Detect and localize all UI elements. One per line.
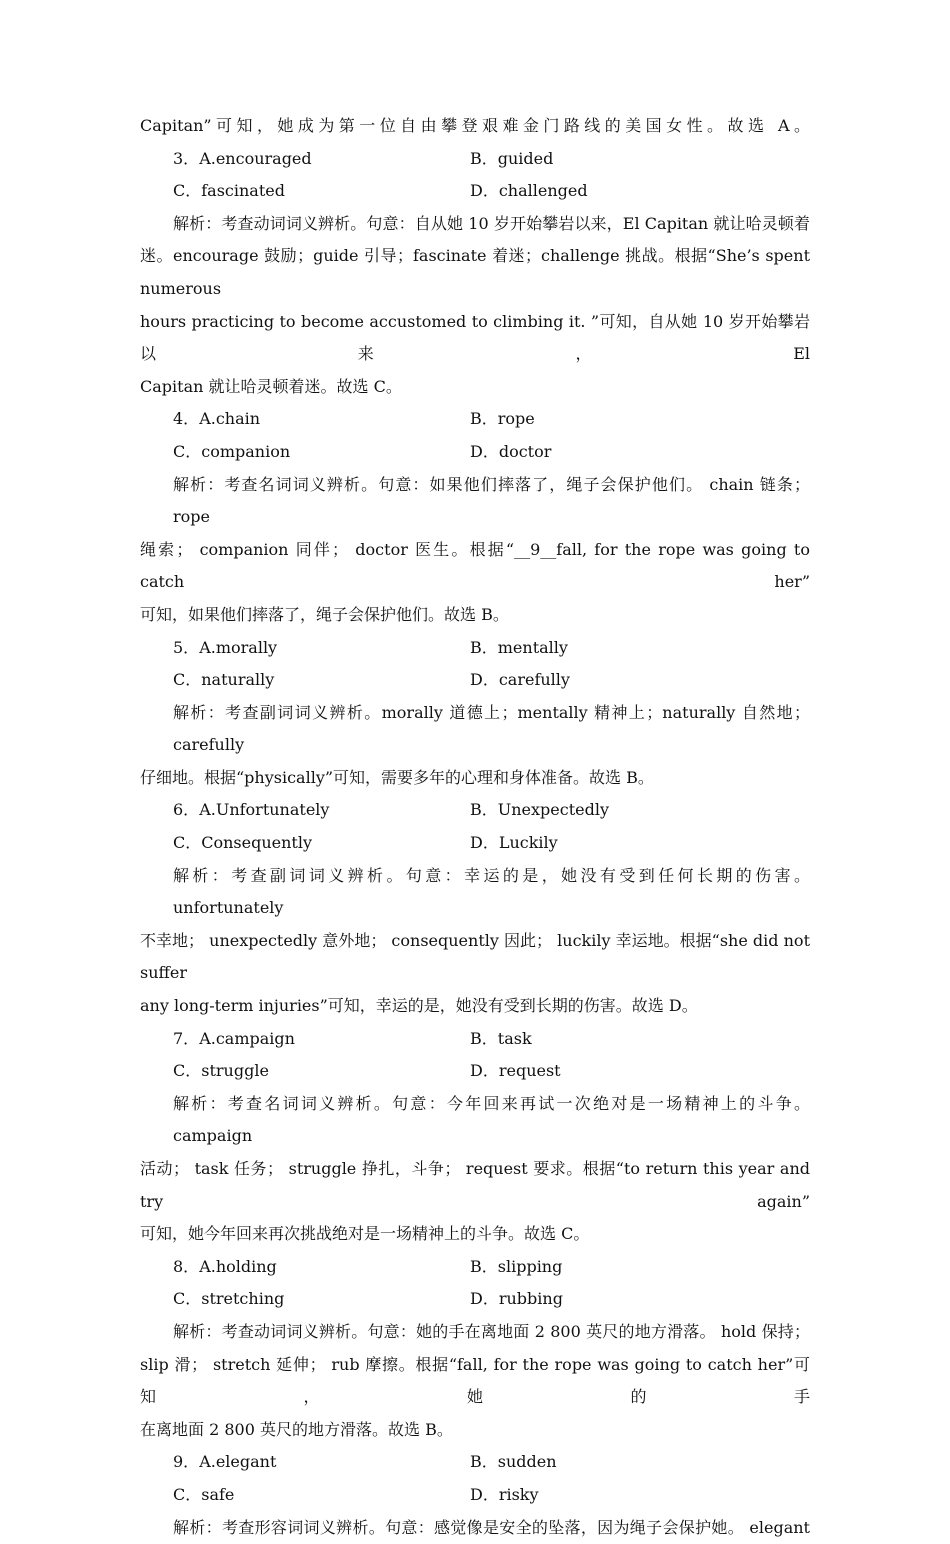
options-row-1 (140, 794, 810, 827)
explanation-line (140, 1512, 810, 1544)
answer-key-page (140, 110, 810, 1544)
question-block (140, 794, 810, 1022)
question-block (140, 1023, 810, 1251)
option-b: B．rope (470, 409, 535, 429)
explanation-line (140, 1349, 810, 1414)
option-a (173, 1023, 295, 1056)
option-d: D．doctor (470, 441, 552, 461)
option-a-text: A.encouraged (199, 148, 312, 168)
options-row-2 (140, 664, 810, 697)
analysis-label: 解析： (173, 702, 226, 722)
option-a-text: A.campaign (199, 1028, 295, 1048)
options-row-1 (140, 1023, 810, 1056)
option-a (173, 632, 277, 665)
explanation-text: 在离地面 2 800 英尺的地方滑落。故选 B。 (140, 1419, 453, 1439)
explanation-line (140, 371, 810, 404)
option-a (173, 1251, 277, 1284)
explanation-line (140, 469, 810, 534)
explanation-line (140, 1414, 810, 1447)
explanation-text: 仔细地。根据“physically”可知，需要多年的心理和身体准备。故选 B。 (140, 767, 654, 787)
explanation-line (140, 1088, 810, 1153)
explanation-text: 绳索； companion 同伴； doctor 医生。根据“__9__fall, for the rope was going to catch her” (140, 539, 810, 592)
intro-tail-line: Capitan”可知，她成为第一位自由攀登艰难金门路线的美国女性。故选 A。 (140, 116, 810, 135)
explanation-line (140, 599, 810, 632)
explanation-text: 不幸地； unexpectedly 意外地； consequently 因此； luckily 幸运地。根据“she did not suffer (140, 930, 810, 983)
explanation-text: any long-term injuries”可知，幸运的是，她没有受到长期的伤害。故选 D。 (140, 996, 698, 1016)
options-row-2 (140, 1283, 810, 1316)
option-a (173, 143, 312, 176)
option-c: C．fascinated (173, 181, 285, 201)
explanation-line (140, 860, 810, 925)
explanation-text: 考查动词词义辨析。句意：她的手在离地面 2 800 英尺的地方滑落。 hold 保持； (221, 1321, 810, 1341)
option-b: B．Unexpectedly (470, 800, 610, 820)
analysis-label: 解析： (173, 1321, 222, 1341)
option-b: B．slipping (470, 1256, 563, 1276)
analysis-label: 解析： (173, 1093, 228, 1113)
analysis-label: 解析： (173, 213, 222, 233)
question-number: 5． (173, 637, 200, 657)
options-row-1 (140, 403, 810, 436)
explanation-text: Capitan 就让哈灵顿着迷。故选 C。 (140, 376, 402, 396)
options-row-2 (140, 175, 810, 208)
option-c: C．companion (173, 441, 291, 461)
option-d: D．challenged (470, 181, 588, 201)
analysis-label: 解析： (173, 865, 232, 885)
option-d: D．rubbing (470, 1289, 563, 1309)
options-row-1 (140, 143, 810, 176)
explanation-text: 考查副词词义辨析。句意：幸运的是，她没有受到任何长期的伤害。 unfortunately (173, 865, 810, 918)
explanation-text: 考查形容词词义辨析。句意：感觉像是安全的坠落，因为绳子会保护她。 elegant (221, 1517, 810, 1537)
option-a-text: A.holding (199, 1256, 277, 1276)
option-b: B．guided (470, 148, 554, 168)
question-block (140, 1446, 810, 1544)
analysis-label: 解析： (173, 1517, 222, 1537)
option-a (173, 403, 260, 436)
question-list (140, 143, 810, 1544)
explanation-line (140, 240, 810, 305)
explanation-text: 考查副词词义辨析。morally 道德上；mentally 精神上；naturally 自然地；carefully (173, 702, 810, 755)
option-b: B．mentally (470, 637, 568, 657)
option-a (173, 1446, 276, 1479)
option-a-text: A.morally (199, 637, 278, 657)
explanation-line (140, 208, 810, 241)
explanation-line (140, 306, 810, 371)
explanation-text: 迷。encourage 鼓励；guide 引导；fascinate 着迷；challenge 挑战。根据“She’s spent numerous (140, 246, 810, 298)
question-number: 4． (173, 409, 200, 429)
option-b: B．task (470, 1028, 532, 1048)
explanation-line (140, 697, 810, 762)
explanation-line (140, 762, 810, 795)
explanation-text: 考查名词词义辨析。句意：今年回来再试一次绝对是一场精神上的斗争。 campaign (173, 1093, 810, 1146)
option-a (173, 794, 329, 827)
option-d: D．risky (470, 1484, 539, 1504)
explanation-line (140, 1218, 810, 1251)
question-number: 7． (173, 1028, 200, 1048)
option-d: D．Luckily (470, 833, 558, 853)
option-a-text: A.chain (199, 409, 261, 429)
options-row-2 (140, 827, 810, 860)
explanation-text: 考查动词词义辨析。句意：自从她 10 岁开始攀岩以来，El Capitan 就让哈灵顿着 (221, 213, 810, 233)
question-number: 6． (173, 800, 200, 820)
question-block (140, 632, 810, 795)
question-number: 9． (173, 1452, 200, 1472)
option-d: D．request (470, 1061, 561, 1081)
explanation-line (140, 1153, 810, 1218)
options-row-2 (140, 1055, 810, 1088)
analysis-label: 解析： (173, 474, 225, 494)
question-number: 8． (173, 1256, 200, 1276)
explanation-line (140, 925, 810, 990)
option-c: C．stretching (173, 1289, 285, 1309)
option-a-text: A.Unfortunately (199, 800, 330, 820)
options-row-2 (140, 436, 810, 469)
option-c: C．struggle (173, 1061, 269, 1081)
options-row-2 (140, 1479, 810, 1512)
option-c: C．Consequently (173, 833, 313, 853)
question-block (140, 1251, 810, 1447)
question-number: 3． (173, 148, 200, 168)
option-c: C．naturally (173, 670, 275, 690)
explanation-text: hours practicing to become accustomed to climbing it. ”可知，自从她 10 岁开始攀岩以来，El (140, 311, 810, 364)
explanation-text: 可知，她今年回来再次挑战绝对是一场精神上的斗争。故选 C。 (140, 1224, 590, 1244)
question-block (140, 143, 810, 404)
explanation-text: 考查名词词义辨析。句意：如果他们摔落了，绳子会保护他们。 chain 链条； rope (173, 474, 810, 527)
options-row-1 (140, 1251, 810, 1284)
explanation-text: 可知，如果他们摔落了，绳子会保护他们。故选 B。 (140, 604, 509, 624)
options-row-1 (140, 1446, 810, 1479)
option-b: B．sudden (470, 1452, 557, 1472)
option-d: D．carefully (470, 670, 570, 690)
explanation-line (140, 990, 810, 1023)
question-block (140, 403, 810, 631)
option-c: C．safe (173, 1484, 235, 1504)
explanation-text: 活动； task 任务； struggle 挣扎，斗争； request 要求。根据“to return this year and try again” (140, 1159, 810, 1211)
explanation-line (140, 534, 810, 599)
options-row-1 (140, 632, 810, 665)
option-a-text: A.elegant (199, 1452, 277, 1472)
explanation-text: slip 滑； stretch 延伸； rub 摩擦。根据“fall, for the rope was going to catch her”可知，她的手 (140, 1354, 810, 1407)
